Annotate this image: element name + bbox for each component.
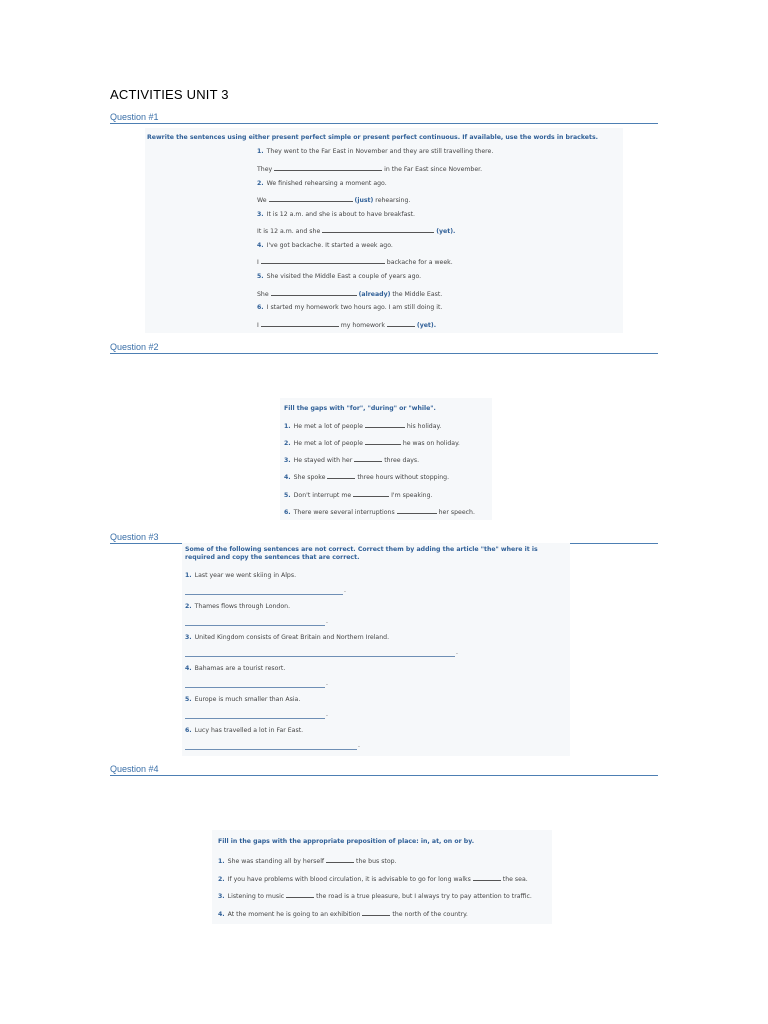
answer-prefix: They bbox=[257, 166, 273, 173]
sentence-text: She visited the Middle East a couple of years ago. bbox=[266, 273, 422, 280]
q1-item-4-sentence bbox=[257, 242, 393, 250]
answer-blank[interactable] bbox=[326, 856, 354, 863]
item-number: 6. bbox=[185, 727, 192, 734]
keyword: (yet). bbox=[436, 228, 456, 235]
keyword: (already) bbox=[358, 291, 391, 298]
q1-item-6-answer bbox=[257, 320, 436, 330]
q3-item-6 bbox=[185, 727, 303, 735]
answer-prefix: Don't interrupt me bbox=[293, 492, 352, 499]
answer-blank[interactable] bbox=[269, 195, 353, 202]
answer-period: . bbox=[344, 587, 346, 594]
item-number: 2. bbox=[218, 876, 225, 883]
page-title: ACTIVITIES UNIT 3 bbox=[110, 87, 229, 102]
q3-item-2 bbox=[185, 603, 290, 611]
answer-period: . bbox=[456, 649, 458, 656]
q3-item-4 bbox=[185, 665, 285, 673]
sentence-text: It is 12 a.m. and she is about to have breakfast. bbox=[266, 211, 416, 218]
answer-period: . bbox=[358, 742, 360, 749]
answer-prefix: At the moment he is going to an exhibition bbox=[227, 911, 361, 918]
answer-suffix: his holiday. bbox=[406, 423, 442, 430]
q2-item-4 bbox=[284, 472, 449, 482]
answer-prefix: He stayed with her bbox=[293, 457, 353, 464]
q3-answer-line-4[interactable] bbox=[185, 687, 325, 688]
q1-item-1-answer bbox=[257, 164, 482, 174]
answer-blank[interactable] bbox=[261, 257, 385, 264]
q1-item-3-sentence bbox=[257, 211, 415, 219]
answer-suffix: he was on holiday. bbox=[402, 440, 460, 447]
q1-item-1-sentence bbox=[257, 148, 493, 156]
item-number: 1. bbox=[284, 423, 291, 430]
q2-item-6 bbox=[284, 507, 475, 517]
question-3-instruction-line-1: Some of the following sentences are not correct. Correct them by adding the article "the" where it is bbox=[185, 546, 538, 553]
item-number: 6. bbox=[284, 509, 291, 516]
item-number: 4. bbox=[218, 911, 225, 918]
answer-suffix: three hours without stopping. bbox=[357, 474, 450, 481]
answer-blank[interactable] bbox=[327, 472, 355, 479]
item-number: 4. bbox=[185, 665, 192, 672]
answer-prefix: She spoke bbox=[293, 474, 326, 481]
answer-prefix: We bbox=[257, 197, 267, 204]
answer-blank[interactable] bbox=[354, 455, 382, 462]
sentence-text: I started my homework two hours ago. I am still doing it. bbox=[266, 304, 443, 311]
q3-item-1 bbox=[185, 572, 296, 580]
q2-item-3 bbox=[284, 455, 419, 465]
answer-suffix: her speech. bbox=[438, 509, 475, 516]
answer-prefix: Listening to music bbox=[227, 893, 285, 900]
q3-answer-line-6[interactable] bbox=[185, 749, 357, 750]
q4-item-4 bbox=[218, 909, 468, 919]
answer-blank[interactable] bbox=[365, 438, 401, 445]
answer-suffix: rehearsing. bbox=[375, 197, 411, 204]
keyword: (yet). bbox=[416, 322, 437, 329]
q1-item-3-answer bbox=[257, 226, 455, 236]
q1-item-6-sentence bbox=[257, 304, 442, 312]
item-number: 5. bbox=[185, 696, 192, 703]
sentence-text: We finished rehearsing a moment ago. bbox=[266, 180, 387, 187]
item-number: 5. bbox=[257, 273, 264, 280]
answer-blank[interactable] bbox=[473, 874, 501, 881]
item-number: 3. bbox=[257, 211, 264, 218]
sentence-text: Thames flows through London. bbox=[194, 603, 291, 610]
sentence-text: Bahamas are a tourist resort. bbox=[194, 665, 286, 672]
item-number: 3. bbox=[218, 893, 225, 900]
q4-item-1 bbox=[218, 856, 397, 866]
answer-blank[interactable] bbox=[365, 421, 405, 428]
item-number: 5. bbox=[284, 492, 291, 499]
question-4-instruction: Fill in the gaps with the appropriate preposition of place: in, at, on or by. bbox=[218, 838, 475, 845]
answer-blank[interactable] bbox=[286, 891, 314, 898]
question-1-header: Question #1 bbox=[110, 112, 658, 124]
q2-item-2 bbox=[284, 438, 460, 448]
q1-item-5-answer bbox=[257, 289, 442, 299]
answer-suffix: the north of the country. bbox=[392, 911, 468, 918]
answer-suffix: the road is a true pleasure, but I always try to pay attention to traffic. bbox=[316, 893, 532, 900]
answer-suffix: backache for a week. bbox=[386, 259, 453, 266]
q1-item-2-sentence bbox=[257, 180, 387, 188]
q3-answer-line-2[interactable] bbox=[185, 625, 325, 626]
keyword: (just) bbox=[354, 197, 374, 204]
answer-suffix: in the Far East since November. bbox=[384, 166, 483, 173]
answer-period: . bbox=[326, 618, 328, 625]
item-number: 2. bbox=[185, 603, 192, 610]
answer-suffix: I'm speaking. bbox=[391, 492, 433, 499]
answer-suffix: the sea. bbox=[502, 876, 528, 883]
answer-blank[interactable] bbox=[397, 507, 437, 514]
q1-item-4-answer bbox=[257, 257, 453, 267]
sentence-text: Lucy has travelled a lot in Far East. bbox=[194, 727, 304, 734]
answer-period: . bbox=[326, 680, 328, 687]
answer-blank[interactable] bbox=[274, 164, 382, 171]
q3-item-3 bbox=[185, 634, 389, 642]
answer-prefix: She bbox=[257, 291, 269, 298]
answer-prefix: It is 12 a.m. and she bbox=[257, 228, 321, 235]
item-number: 2. bbox=[257, 180, 264, 187]
question-3-instruction-line-2: required and copy the sentences that are correct. bbox=[185, 554, 360, 561]
answer-blank[interactable] bbox=[387, 320, 415, 327]
question-2-instruction: Fill the gaps with "for", "during" or "while". bbox=[284, 405, 436, 412]
item-number: 4. bbox=[284, 474, 291, 481]
q4-item-3 bbox=[218, 891, 532, 901]
item-number: 1. bbox=[185, 572, 192, 579]
answer-blank[interactable] bbox=[353, 490, 389, 497]
q3-answer-line-1[interactable] bbox=[185, 594, 343, 595]
item-number: 2. bbox=[284, 440, 291, 447]
answer-prefix: I bbox=[257, 259, 259, 266]
item-number: 3. bbox=[284, 457, 291, 464]
q1-item-5-sentence bbox=[257, 273, 421, 281]
sentence-text: Europe is much smaller than Asia. bbox=[194, 696, 301, 703]
item-number: 3. bbox=[185, 634, 192, 641]
sentence-text: They went to the Far East in November and they are still travelling there. bbox=[266, 148, 494, 155]
sentence-text: United Kingdom consists of Great Britain and Northern Ireland. bbox=[194, 634, 390, 641]
q3-answer-line-3[interactable] bbox=[185, 656, 455, 657]
answer-prefix: She was standing all by herself bbox=[227, 858, 325, 865]
q4-item-2 bbox=[218, 874, 528, 884]
answer-prefix: He met a lot of people bbox=[293, 440, 363, 447]
answer-blank[interactable] bbox=[322, 226, 434, 233]
question-4-header: Question #4 bbox=[110, 764, 658, 776]
answer-suffix: the Middle East. bbox=[392, 291, 443, 298]
answer-suffix: the bus stop. bbox=[356, 858, 397, 865]
item-number: 6. bbox=[257, 304, 264, 311]
q3-item-5 bbox=[185, 696, 300, 704]
answer-blank[interactable] bbox=[261, 320, 339, 327]
answer-prefix: I bbox=[257, 322, 259, 329]
q2-item-5 bbox=[284, 490, 432, 500]
item-number: 1. bbox=[257, 148, 264, 155]
item-number: 1. bbox=[218, 858, 225, 865]
q3-answer-line-5[interactable] bbox=[185, 718, 325, 719]
item-number: 4. bbox=[257, 242, 264, 249]
q1-item-2-answer bbox=[257, 195, 410, 205]
question-3-header: Question #3 bbox=[110, 532, 658, 544]
answer-suffix: three days. bbox=[384, 457, 420, 464]
sentence-text: Last year we went skiing in Alps. bbox=[194, 572, 297, 579]
answer-prefix: He met a lot of people bbox=[293, 423, 363, 430]
answer-period: . bbox=[326, 711, 328, 718]
answer-prefix: If you have problems with blood circulation, it is advisable to go for long walks bbox=[227, 876, 471, 883]
answer-blank[interactable] bbox=[362, 909, 390, 916]
answer-prefix: There were several interruptions bbox=[293, 509, 395, 516]
question-1-instruction: Rewrite the sentences using either present perfect simple or present perfect continuous. If available, use the words in brackets. bbox=[147, 134, 598, 141]
answer-middle: my homework bbox=[340, 322, 385, 329]
q2-item-1 bbox=[284, 421, 441, 431]
question-2-header: Question #2 bbox=[110, 342, 658, 354]
sentence-text: I've got backache. It started a week ago. bbox=[266, 242, 393, 249]
answer-blank[interactable] bbox=[271, 289, 357, 296]
